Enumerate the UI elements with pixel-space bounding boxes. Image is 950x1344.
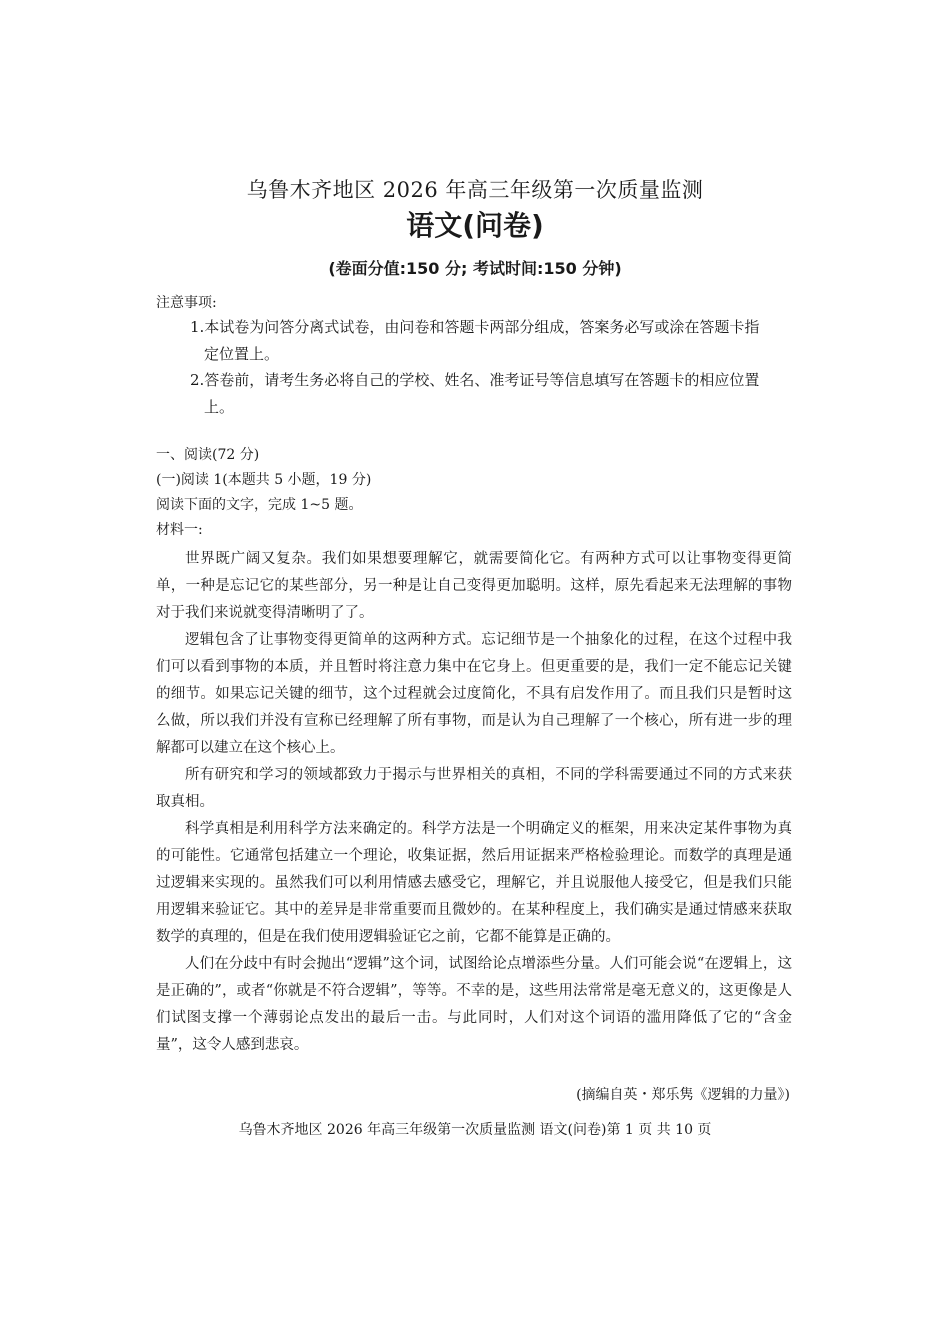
section-subheading: (一)阅读 1(本题共 5 小题，19 分) [156, 472, 372, 488]
notice-item-1 [190, 314, 796, 368]
passage-source: (摘编自英・郑乐隽《逻辑的力量》) [576, 1087, 790, 1103]
passage [156, 546, 792, 1059]
notice-label: 注意事项: [156, 295, 217, 311]
page-footer: 乌鲁木齐地区 2026 年高三年级第一次质量监测 语文(问卷)第 1 页 共 10 页 [238, 1122, 712, 1138]
subject-title: 语文(问卷) [406, 209, 544, 242]
notice-item-2-line: 2.答卷前，请考生务必将自己的学校、姓名、准考证号等信息填写在答题卡的相应位置 [190, 371, 760, 389]
notice-item-1-line: 1.本试卷为问答分离式试卷，由问卷和答题卡两部分组成，答案务必写或涂在答题卡指 [190, 318, 760, 336]
notice-item-1-cont: 定位置上。 [204, 345, 280, 363]
exam-info: (卷面分值:150 分; 考试时间:150 分钟) [328, 259, 622, 278]
exam-title: 乌鲁木齐地区 2026 年高三年级第一次质量监测 [246, 178, 704, 202]
passage-paragraph: 科学真相是利用科学方法来确定的。科学方法是一个明确定义的框架，用来决定某件事物为真的可能性。它通常包括建立一个理论，收集证据，然后用证据来严格检验理论。而数学的真理是通过逻辑来实现的。虽然我们可以利用情感去感受它，理解它，并且说服他人接受它，但是我们只能用逻辑来验证它。其中的差异是非常重要而且微妙的。在某种程度上，我们确实是通过情感来获取数学的真理的，但是在我们使用逻辑验证它之前，它都不能算是正确的。 [156, 821, 792, 945]
notice-item-2-cont: 上。 [204, 398, 235, 416]
passage-paragraph: 人们在分歧中有时会抛出“逻辑”这个词，试图给论点增添些分量。人们可能会说“在逻辑上，这是正确的”，或者“你就是不符合逻辑”，等等。不幸的是，这些用法常常是毫无意义的，这更像是人们试图支撑一个薄弱论点发出的最后一击。与此同时，人们对这个词语的滥用降低了它的“含金量”，这令人感到悲哀。 [156, 956, 792, 1053]
material-label: 材料一: [156, 522, 203, 538]
section-instruction: 阅读下面的文字，完成 1~5 题。 [156, 497, 363, 513]
passage-paragraph: 逻辑包含了让事物变得更简单的这两种方式。忘记细节是一个抽象化的过程，在这个过程中我们可以看到事物的本质，并且暂时将注意力集中在它身上。但更重要的是，我们一定不能忘记关键的细节。如果忘记关键的细节，这个过程就会过度简化，不具有启发作用了。而且我们只是暂时这么做，所以我们并没有宣称已经理解了所有事物，而是认为自己理解了一个核心，所有进一步的理解都可以建立在这个核心上。 [156, 632, 792, 756]
notice-item-2 [190, 367, 796, 421]
passage-paragraph: 世界既广阔又复杂。我们如果想要理解它，就需要简化它。有两种方式可以让事物变得更简单，一种是忘记它的某些部分，另一种是让自己变得更加聪明。这样，原先看起来无法理解的事物对于我们来说就变得清晰明了了。 [156, 551, 792, 621]
section-heading: 一、阅读(72 分) [156, 447, 260, 463]
passage-paragraph: 所有研究和学习的领域都致力于揭示与世界相关的真相，不同的学科需要通过不同的方式来获取真相。 [156, 767, 792, 810]
